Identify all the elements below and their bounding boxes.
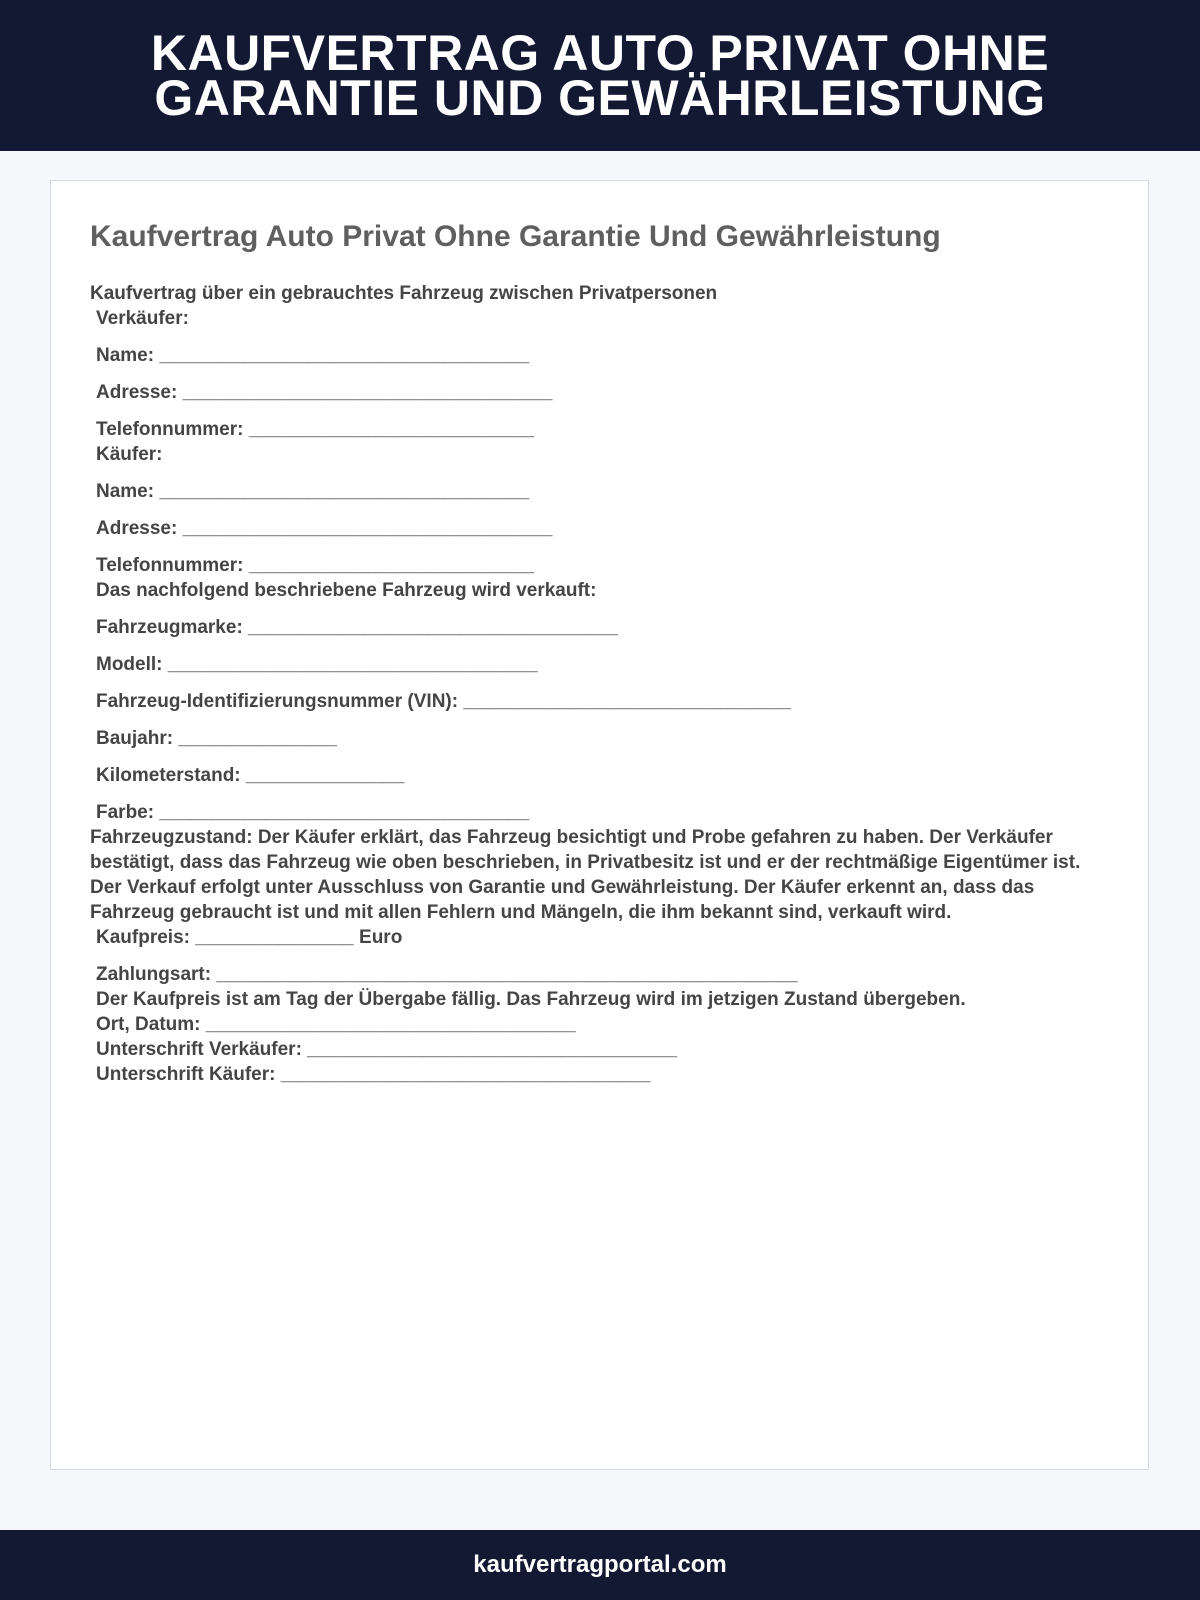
exclusion-paragraph: Der Verkauf erfolgt unter Ausschluss von Garantie und Gewährleistung. Der Käufer erkennt an, dass das Fahrzeug gebraucht ist und mit allen Fehlern und Mängeln, die ihm bekannt sind, verkauft wird. — [90, 877, 1035, 923]
buyer-signature-field: Unterschrift Käufer: ___________________________________ — [96, 1064, 651, 1085]
due-statement: Der Kaufpreis ist am Tag der Übergabe fällig. Das Fahrzeug wird im jetzigen Zustand übergeben. — [96, 989, 966, 1010]
payment-field: Zahlungsart: _______________________________________________________ — [96, 964, 798, 985]
seller-name-field: Name: ___________________________________ — [96, 345, 530, 366]
buyer-name-field: Name: ___________________________________ — [96, 481, 530, 502]
mileage-field: Kilometerstand: _______________ — [96, 765, 405, 786]
seller-address-field: Adresse: ___________________________________ — [96, 382, 553, 403]
contract-body — [90, 281, 1110, 1087]
seller-signature-field: Unterschrift Verkäufer: ___________________________________ — [96, 1039, 678, 1060]
price-field: Kaufpreis: _______________ Euro — [96, 927, 403, 948]
header-title: KAUFVERTRAG AUTO PRIVAT OHNE GARANTIE UND GEWÄHRLEISTUNG — [150, 24, 1050, 126]
color-field: Farbe: ___________________________________ — [96, 802, 530, 823]
place-date-field: Ort, Datum: ___________________________________ — [96, 1014, 576, 1035]
page-header — [0, 0, 1200, 151]
vehicle-heading: Das nachfolgend beschriebene Fahrzeug wird verkauft: — [96, 580, 597, 601]
seller-phone-field: Telefonnummer: ___________________________ — [96, 419, 535, 440]
brand-field: Fahrzeugmarke: ___________________________________ — [96, 617, 618, 638]
seller-heading: Verkäufer: — [96, 308, 189, 329]
year-field: Baujahr: _______________ — [96, 728, 337, 749]
buyer-address-field: Adresse: ___________________________________ — [96, 518, 553, 539]
contract-intro: Kaufvertrag über ein gebrauchtes Fahrzeug zwischen Privatpersonen — [90, 283, 718, 304]
vin-field: Fahrzeug-Identifizierungsnummer (VIN): _______________________________ — [96, 691, 791, 712]
model-field: Modell: ___________________________________ — [96, 654, 538, 675]
page-footer — [0, 1530, 1200, 1600]
buyer-heading: Käufer: — [96, 444, 163, 465]
buyer-phone-field: Telefonnummer: ___________________________ — [96, 555, 535, 576]
footer-site: kaufvertragportal.com — [473, 1551, 727, 1578]
document-title: Kaufvertrag Auto Privat Ohne Garantie Und Gewährleistung — [90, 220, 941, 253]
condition-paragraph: Fahrzeugzustand: Der Käufer erklärt, das Fahrzeug besichtigt und Probe gefahren zu haben. Der Verkäufer bestätigt, dass das Fahrzeug wie oben beschrieben, in Privatbesitz ist und er der rechtmäßige Eigentümer ist. — [90, 827, 1081, 873]
